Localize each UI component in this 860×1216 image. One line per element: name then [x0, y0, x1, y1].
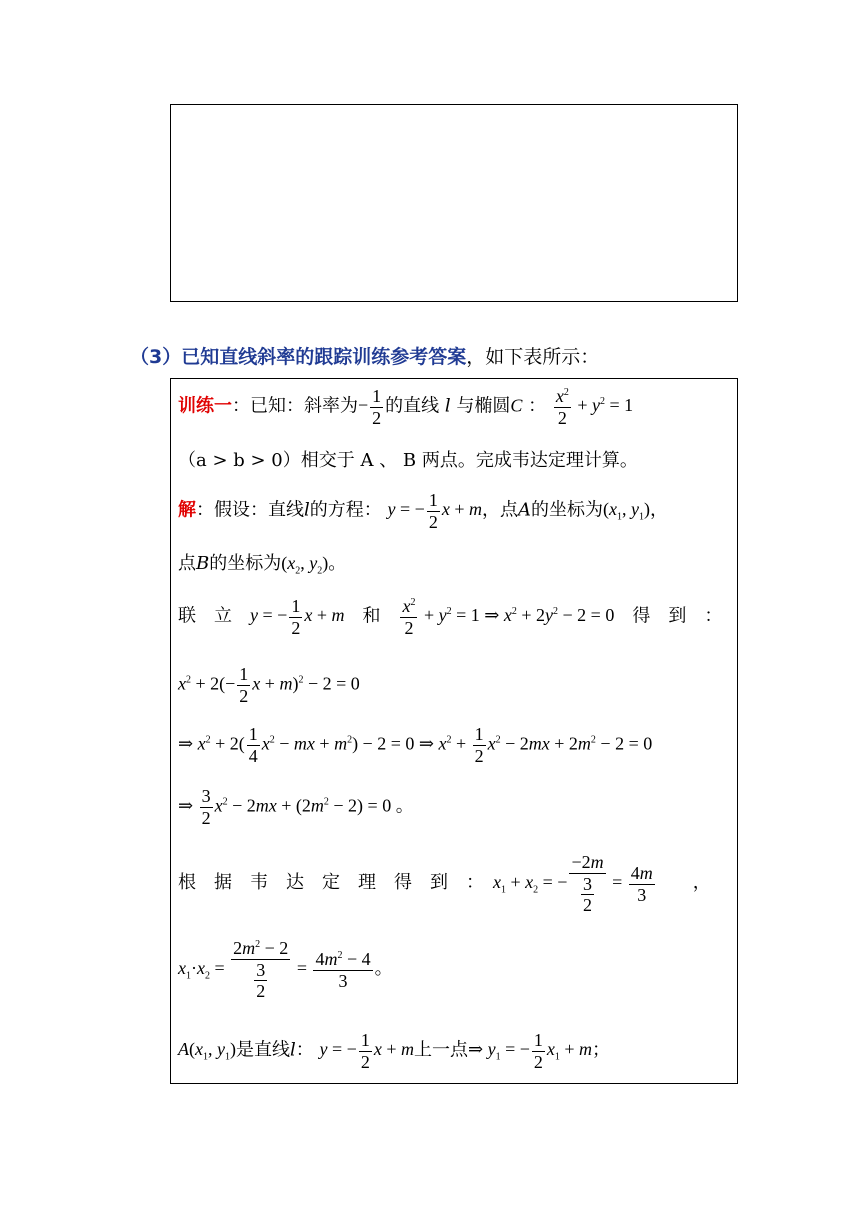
combine-text-2: 和 [362, 605, 381, 627]
solution-text-2: 的方程： [309, 499, 382, 521]
training-line-1: 训练一：已知：斜率为− $\frac{1}{2}$ 的直线 l 与椭圆C ： $\frac{x^2}{2}$ + $y^2 = 1$ [178, 386, 634, 428]
solution-text-7: 。 [328, 553, 347, 574]
solution-text-3: ，点 [481, 499, 518, 521]
last-line: $A(x_1$, $y_1$)是直线l： y = − $\frac{1}{2}$ x + m上一点⇒ $y_1$ = − $\frac{1}{2}$ $x_1 + m$； [178, 1030, 611, 1072]
section-heading-title: （3）已知直线斜率的跟踪训练参考答案 [130, 346, 467, 368]
equation-line-2: ⇒ $x^2 + 2$( $\frac{1}{4}$ $x^2$ − mx + $m^2) - 2 = 0$ ⇒ $x^2$ + $\frac{1}{2}$ $x^2 - 2mx + 2m^2 - 2 = 0$ [178, 724, 653, 766]
section-heading [130, 342, 599, 369]
training-line-2: （a > b > 0）相交于 A 、 B 两点。完成韦达定理计算。 [178, 450, 638, 471]
combine-line: 联 立 y = − $\frac{1}{2}$ x + m 和 $\frac{x^2}{2}$ + $y^2 = 1$ ⇒ $x^2 + 2y^2 - 2 = 0$ 得 到 ： [178, 596, 723, 638]
last-text-3: 上一点 [413, 1039, 468, 1061]
solution-label: 解 [178, 499, 196, 521]
solution-text-5: 点 [178, 553, 196, 574]
equation-line-3: ⇒ $\frac{3}{2}$ $x^2 - 2mx + (2m^2 - 2) = 0$ 。 [178, 786, 414, 828]
combine-text-1: 联 立 [178, 605, 232, 627]
combine-text-3: 得 到 ： [632, 605, 723, 627]
solution-line-2: 点B的坐标为($x_2$, $y_2$)。 [178, 553, 347, 577]
equation-line-1: $x^2 + 2(-$ $\frac{1}{2}$ x + m)$^2$ − 2 = 0 [178, 664, 360, 706]
solution-line-1: 解：假设：直线l的方程： y = − $\frac{1}{2}$ x + m，点A的坐标为($x_1$, $y_1$)， [178, 490, 668, 532]
training-label: 训练一 [178, 395, 232, 417]
last-text-1: 是直线 [236, 1039, 290, 1061]
product-end: 。 [374, 958, 393, 980]
training-text-3: 与椭圆 [456, 395, 511, 417]
solution-text-6: 的坐标为 [209, 553, 282, 574]
empty-answer-box [170, 104, 738, 302]
last-text-2: ： [295, 1039, 314, 1061]
vieta-line: 根 据 韦 达 定 理 得 到 ： $x_1 + x_2$ = − $\frac{-2m}{\frac{3}{2}}$ = $\frac{4m}{3}$ ， [178, 852, 711, 916]
training-text-2: 的直线 [385, 395, 440, 417]
last-text-4: ； [592, 1039, 611, 1061]
vieta-text: 根 据 韦 达 定 理 得 到 ： [178, 872, 475, 894]
training-text: ：已知：斜率为 [232, 395, 358, 417]
solution-text-4: 的坐标为 [530, 499, 603, 521]
solution-text-1: ：假设：直线 [196, 499, 304, 521]
product-line: $x_1\cdot x_2$ = $\frac{2m^2 - 2}{\frac{3}{2}}$ = $\frac{4m^2 - 4}{3}$ 。 [178, 938, 393, 1002]
vieta-end: ， [692, 872, 711, 894]
section-heading-suffix: ，如下表所示： [466, 346, 600, 368]
